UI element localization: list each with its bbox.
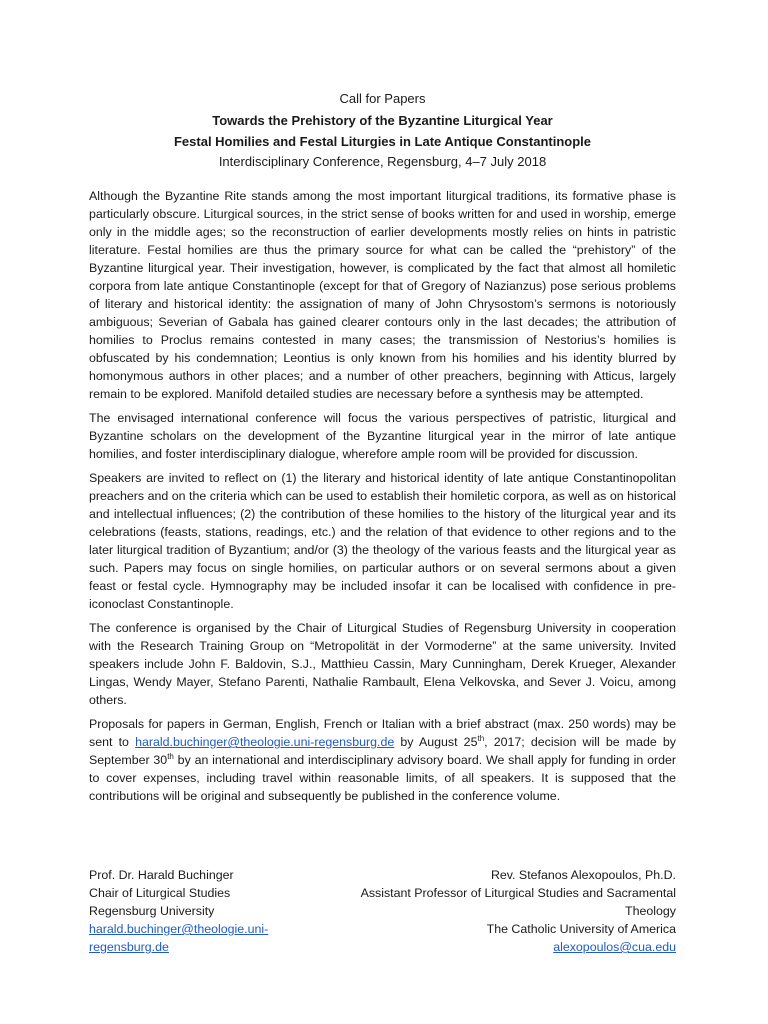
- signature-left: [89, 866, 331, 956]
- paragraph-proposals: [89, 715, 676, 805]
- paragraph-focus: The envisaged international conference will focus the various perspectives of patristic, liturgical and Byzantine scholars on the development of the Byzantine liturgical year in the mirror of late antique homilies, and foster interdisciplinary dialogue, wherefore ample room will be provided for discussion.: [89, 411, 676, 461]
- conference-details: Interdisciplinary Conference, Regensburg, 4–7 July 2018: [218, 154, 547, 169]
- signatory-email-link[interactable]: harald.buchinger@theologie.uni-regensburg.de: [89, 922, 269, 954]
- paragraph-topics: Speakers are invited to reflect on (1) the literary and historical identity of late antique Constantinopolitan preachers and on the criteria which can be used to establish their homiletic corpora, as well as on historical and intellectual influences; (2) the contribution of these homilies to the history of the liturgical year and its celebrations (feasts, stations, readings, etc.) and the relation of that evidence to other regions and to the later liturgical tradition of Byzantium; and/or (3) the theology of the various feasts and the liturgical year as such. Papers may focus on single homilies, on particular authors or on several sermons about a given feast or festal cycle. Hymnography may be included insofar it can be localised with confidence in pre-iconoclast Constantinople.: [89, 471, 676, 611]
- signatory-institution: The Catholic University of America: [486, 922, 676, 936]
- conference-subtitle: Festal Homilies and Festal Liturgies in Late Antique Constantinople: [173, 134, 591, 149]
- proposals-text-2: by August 25: [394, 735, 478, 749]
- ordinal-suffix: th: [167, 751, 174, 761]
- proposals-text-1: Proposals for papers in German, English, French or Italian with a brief abstract (max. 250 words) may be sent to: [89, 717, 676, 749]
- proposals-text-4: by an international and interdisciplinary advisory board. We shall apply for funding in order to cover expenses, including travel within reasonable limits, of all speakers. It is supposed that the contributions will be original and subsequently be published in the conference volume.: [89, 753, 676, 803]
- signatory-name: Prof. Dr. Harald Buchinger: [89, 868, 234, 882]
- ordinal-suffix: th: [477, 733, 485, 743]
- signatory-email-link[interactable]: alexopoulos@cua.edu: [553, 940, 676, 954]
- conference-title: Towards the Prehistory of the Byzantine Liturgical Year: [212, 113, 553, 128]
- document-header: [89, 88, 676, 172]
- signature-block: [89, 866, 676, 956]
- call-for-papers-label: Call for Papers: [339, 91, 426, 106]
- paragraph-organisers: The conference is organised by the Chair of Liturgical Studies of Regensburg University in cooperation with the Research Training Group on “Metropolität in der Vormoderne” at the same university. Invited speakers include John F. Baldovin, S.J., Matthieu Cassin, Mary Cunningham, Derek Krueger, Alexander Lingas, Wendy Mayer, Stefano Parenti, Nathalie Rambault, Elena Velkovska, and Sever J. Voicu, among others.: [89, 621, 676, 707]
- signatory-name: Rev. Stefanos Alexopoulos, Ph.D.: [490, 868, 676, 882]
- paragraph-introduction: Although the Byzantine Rite stands among the most important liturgical traditions, its formative phase is particularly obscure. Liturgical sources, in the strict sense of books written for and used in worship, emerge only in the middle ages; so the reconstruction of earlier developments mostly relies on hints in patristic literature. Festal homilies are thus the primary source for what can be called the “prehistory” of the Byzantine liturgical year. Their investigation, however, is complicated by the fact that almost all homiletic corpora from late antique Constantinople (except for that of Gregory of Nazianzus) pose serious problems of literary and historical identity: the assignation of many of John Chrysostom’s sermons is notoriously ambiguous; Severian of Gabala has gained clearer contours only in the last decades; the attribution of homilies to Proclus remains contested in many cases; the transmission of Nestorius’s homilies is obfuscated by his condemnation; Leontius is only known from his homilies and his identity blurred by homonymous authors in other places; and a number of other preachers, beginning with Atticus, largely remain to be explored. Manifold detailed studies are necessary before a synthesis may be attempted.: [89, 189, 676, 401]
- signature-right: [331, 866, 676, 956]
- proposal-email-link[interactable]: harald.buchinger@theologie.uni-regensburg.de: [135, 735, 395, 749]
- document-body: [89, 187, 676, 805]
- signatory-position: Chair of Liturgical Studies: [89, 886, 231, 900]
- signatory-position: Assistant Professor of Liturgical Studies and Sacramental Theology: [360, 886, 676, 918]
- document-page: [89, 88, 676, 811]
- signatory-institution: Regensburg University: [89, 904, 215, 918]
- proposals-text-3: , 2017; decision will be made by September 30: [89, 735, 677, 767]
